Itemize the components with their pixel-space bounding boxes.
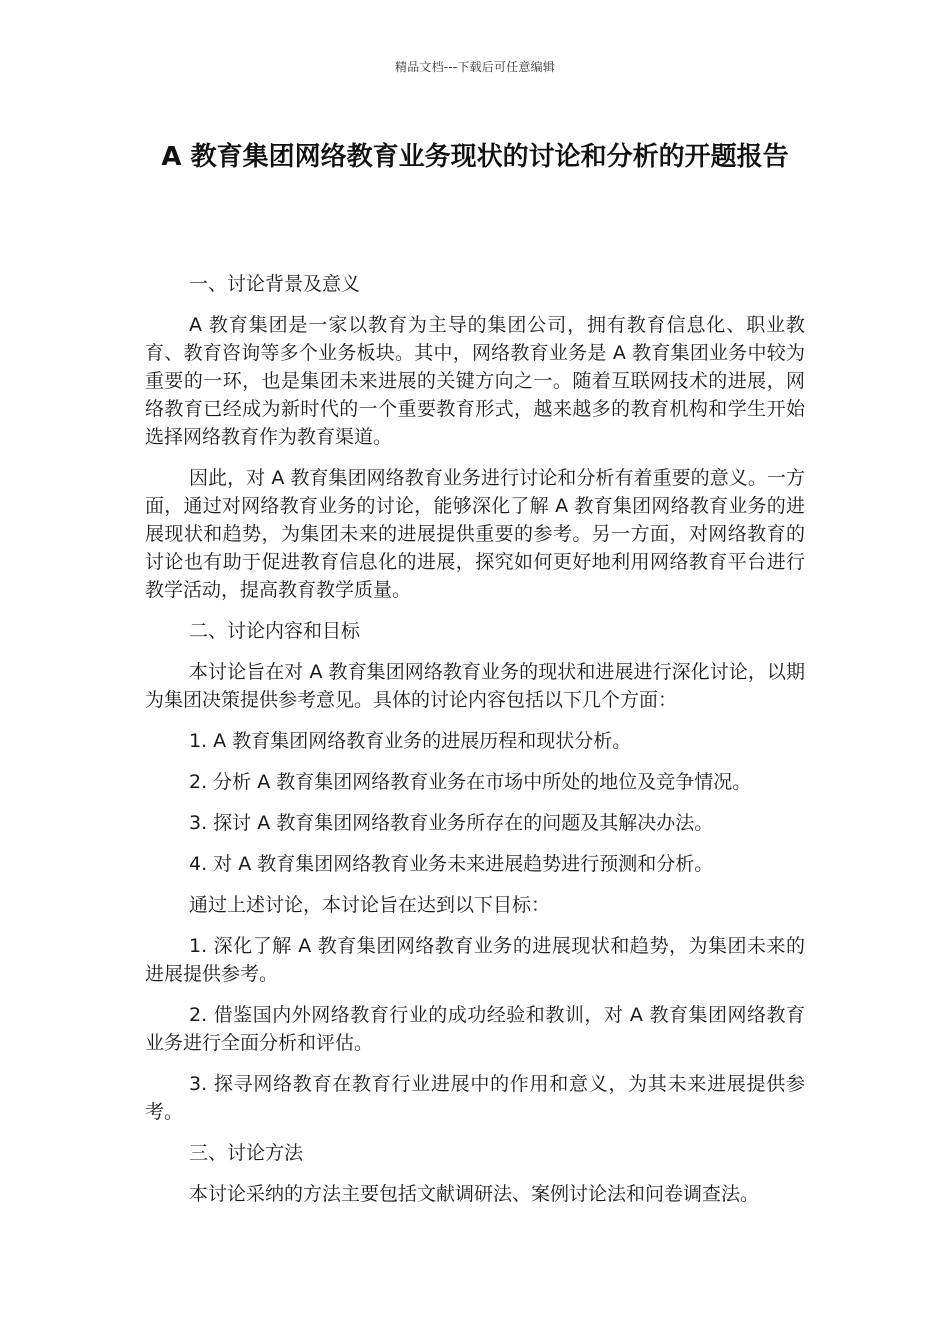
list-item: 3. 探寻网络教育在教育行业进展中的作用和意义，为其未来进展提供参考。 (145, 1073, 805, 1123)
list-item: 4. 对 A 教育集团网络教育业务未来进展趋势进行预测和分析。 (189, 853, 714, 875)
paragraph: 通过上述讨论，本讨论旨在达到以下目标： (189, 894, 551, 916)
paragraph: A 教育集团是一家以教育为主导的集团公司，拥有教育信息化、职业教育、教育咨询等多个业务板块。其中，网络教育业务是 A 教育集团业务中较为重要的一环，也是集团未来进展的关键方向之一。随着互联网技术的进展，网络教育已经成为新时代的一个重要教育形式，越来越多的教育机构和学生开始选择网络教育作为教育渠道。 (145, 314, 805, 448)
list-item: 1. 深化了解 A 教育集团网络教育业务的进展现状和趋势，为集团未来的进展提供参考。 (145, 935, 805, 985)
section-heading: 二、讨论内容和目标 (189, 620, 361, 642)
paragraph: 本讨论旨在对 A 教育集团网络教育业务的现状和进展进行深化讨论，以期为集团决策提供参考意见。具体的讨论内容包括以下几个方面： (145, 661, 805, 711)
section-heading: 三、讨论方法 (189, 1142, 304, 1164)
document-body (145, 270, 805, 1221)
paragraph: 因此，对 A 教育集团网络教育业务进行讨论和分析有着重要的意义。一方面，通过对网络教育业务的讨论，能够深化了解 A 教育集团网络教育业务的进展现状和趋势，为集团未来的进展提供重要的参考。另一方面，对网络教育的讨论也有助于促进教育信息化的进展，探究如何更好地利用网络教育平台进行教学活动，提高教育教学质量。 (145, 467, 805, 601)
list-item: 2. 分析 A 教育集团网络教育业务在市场中所处的地位及竞争情况。 (189, 771, 752, 793)
document-title: A 教育集团网络教育业务现状的讨论和分析的开题报告 (161, 142, 789, 172)
list-item: 3. 探讨 A 教育集团网络教育业务所存在的问题及其解决办法。 (189, 812, 714, 834)
section-heading: 一、讨论背景及意义 (189, 273, 361, 295)
paragraph: 本讨论采纳的方法主要包括文献调研法、案例讨论法和问卷调查法。 (189, 1183, 760, 1205)
list-item: 2. 借鉴国内外网络教育行业的成功经验和教训，对 A 教育集团网络教育业务进行全面分析和评估。 (145, 1004, 805, 1054)
header-note: 精品文档---下载后可任意编辑 (395, 60, 555, 74)
list-item: 1. A 教育集团网络教育业务的进展历程和现状分析。 (189, 730, 632, 752)
